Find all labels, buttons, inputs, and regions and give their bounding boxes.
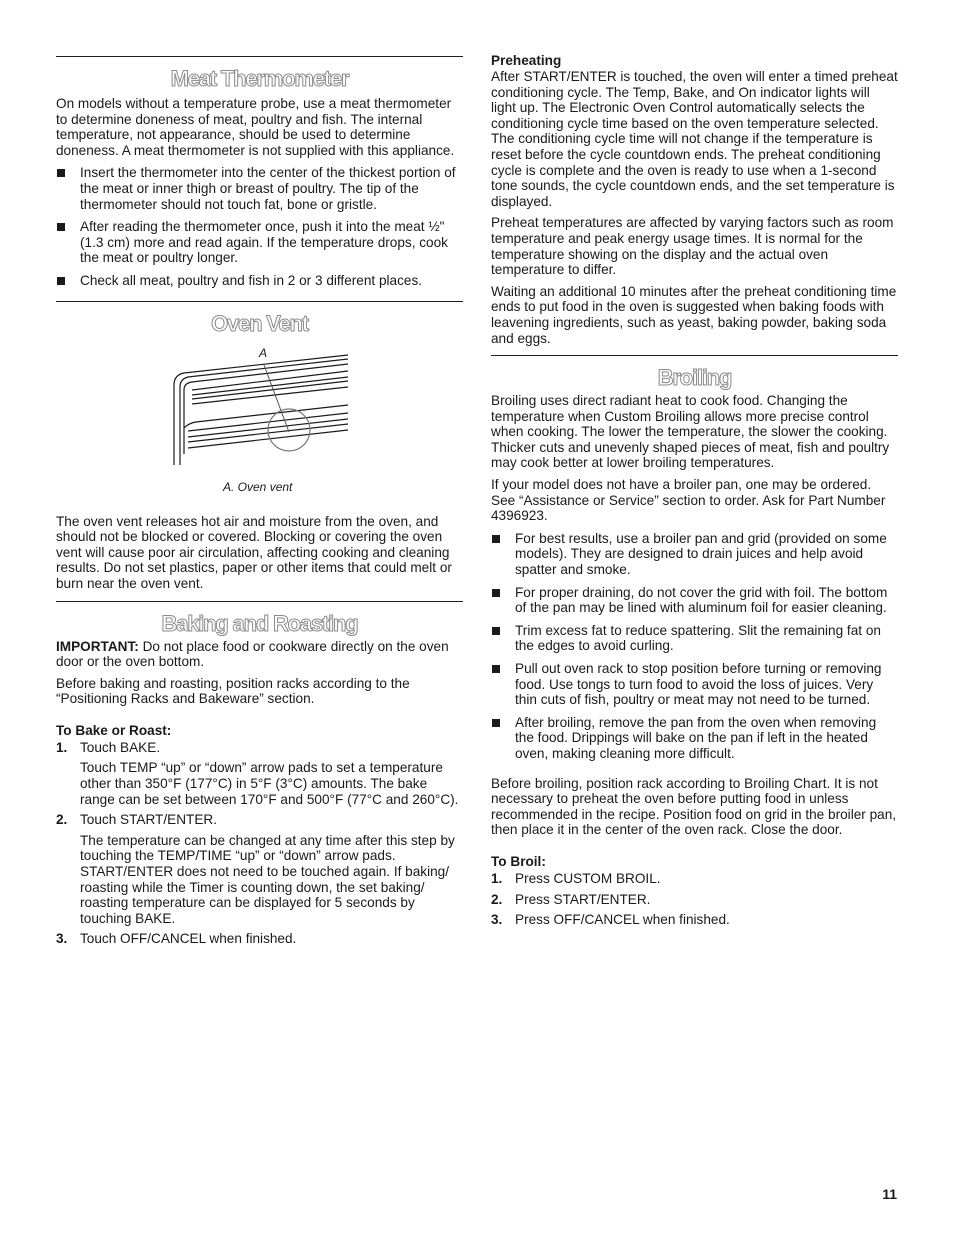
list-item: For proper draining, do not cover the grid with foil. The bottom of the pan may be lined with aluminum foil for easier cleaning. (491, 585, 898, 616)
oven-vent-body: The oven vent releases hot air and moisture from the oven, and should not be blocked or covered. Blocking or covering the oven vent will cause poor air circulation, affecting cooking and cleaning results. Do not set plastics, paper or other items that could melt or burn near the oven vent. (56, 513, 452, 591)
baking-roasting-title: Baking and Roasting (161, 610, 358, 636)
step-detail: The temperature can be changed at any time after this step by touching the TEMP/TIME “up” or “down” arrow pads. START/ENTER does not need to be touched again. If baking/ roasting while the Timer is counting down, the set baking/ roasting temperature can be displayed for 5 seconds by touching BAKE. (80, 832, 455, 926)
meat-thermometer-intro: On models without a temperature probe, use a meat thermometer to determine doneness of meat, poultry and fish. The internal temperature, not appearance, should be used to determine doneness. A meat thermometer is not supplied with this appliance. (56, 96, 455, 158)
step-detail: Touch TEMP “up” or “down” arrow pads to set a temperature other than 350°F (177°C) in 5°F (3°C) amounts. The bake range can be set between 170°F and 500°F (77°C and 260°C). (80, 760, 459, 807)
oven-vent-figure (56, 342, 463, 502)
section-divider (56, 56, 463, 57)
step-number: 2. (491, 891, 503, 907)
square-bullet-icon (492, 627, 500, 635)
section-divider (56, 601, 463, 602)
section-divider (491, 355, 898, 356)
meat-thermometer-bullets (56, 165, 463, 288)
section-divider (56, 301, 463, 302)
square-bullet-icon (492, 589, 500, 597)
page-number: 11 (882, 1186, 897, 1202)
oven-vent-title: Oven Vent (211, 310, 308, 336)
broiling-bullets (491, 531, 898, 762)
step-number: 3. (491, 912, 503, 928)
broiling-paragraph: Before broiling, position rack according to Broiling Chart. It is not necessary to preheat the oven before putting food in unless recommended in the recipe. Position food on grid in the broiler pan, then place it in the center of the oven rack. Close the door. (491, 775, 897, 838)
step-number: 2. (56, 812, 68, 828)
right-column (491, 50, 898, 928)
list-item: Check all meat, poultry and fish in 2 or 3 different places. (56, 273, 463, 289)
step-item (56, 931, 463, 947)
list-item: Trim excess fat to reduce spattering. Slit the remaining fat on the edges to avoid curling. (491, 623, 898, 654)
step-item (56, 740, 463, 807)
step-text: Press START/ENTER. (515, 891, 651, 907)
racks-note: Before baking and roasting, position racks according to the “Positioning Racks and Bakeware” section. (56, 675, 410, 707)
step-text: Touch BAKE. (80, 739, 161, 755)
preheating-paragraph: After START/ENTER is touched, the oven will enter a timed preheat conditioning cycle. The Temp, Bake, and On indicator lights will light up. The Electronic Oven Control automatically selects the conditioning cycle time based on the oven temperature selected. The conditioning cycle time will not change if the temperature is reset before the cycle countdown ends. The preheat conditioning cycle is complete and the oven is ready to use when a 1-second tone sounds, the cycle countdown ends, and the set temperature is displayed. (491, 69, 898, 209)
broil-steps-heading: To Broil: (491, 853, 546, 869)
broiling-paragraph: Broiling uses direct radiant heat to cook food. Changing the temperature when Custom Broiling allows more precise control when cooking. The lower the temperature, the slower the cooking. Thicker cuts and unevenly shaped pieces of meat, fish and poultry may cook better at lower broiling temperatures. (491, 393, 890, 471)
step-text: Touch OFF/CANCEL when finished. (80, 931, 297, 947)
left-column (56, 50, 463, 947)
meat-thermometer-title: Meat Thermometer (170, 66, 349, 91)
step-text: Press OFF/CANCEL when finished. (515, 912, 730, 928)
square-bullet-icon (492, 665, 500, 673)
list-item: After reading the thermometer once, push it into the meat ½" (1.3 cm) more and read again. If the temperature drops, cook the meat or poultry longer. (56, 219, 463, 266)
list-item: Pull out oven rack to stop position before turning or removing food. Use tongs to turn food to avoid the loss of juices. Very thin cuts of fish, poultry or meat may not need to be turned. (491, 661, 898, 708)
square-bullet-icon (57, 223, 65, 231)
preheating-paragraph: Preheat temperatures are affected by varying factors such as room temperature and peak energy usage times. It is normal for the temperature showing on the display and the actual oven temperature to differ. (491, 215, 894, 278)
broil-steps (491, 871, 898, 928)
list-item: Insert the thermometer into the center of the thickest portion of the meat or inner thigh or breast of poultry. The tip of the thermometer should not touch fat, bone or gristle. (56, 165, 463, 212)
preheating-heading: Preheating (491, 53, 562, 68)
step-number: 1. (491, 870, 503, 886)
step-item (491, 871, 898, 887)
square-bullet-icon (492, 719, 500, 727)
step-item (491, 912, 898, 928)
step-number: 3. (56, 931, 68, 947)
important-note (56, 639, 463, 670)
figure-caption: A. Oven vent (223, 479, 293, 494)
step-item (56, 812, 463, 926)
bake-steps (56, 740, 463, 947)
important-text: Do not place food or cookware directly on the oven door or the oven bottom. (56, 638, 449, 670)
step-text: Press CUSTOM BROIL. (515, 870, 661, 886)
broiling-title: Broiling (657, 365, 732, 391)
square-bullet-icon (57, 169, 65, 177)
step-item (491, 892, 898, 908)
bake-steps-heading: To Bake or Roast: (56, 722, 172, 738)
figure-callout-label: A (259, 345, 268, 360)
list-item: After broiling, remove the pan from the oven when removing the food. Drippings will bake on the pan if left in the heated oven, making cleaning more difficult. (491, 715, 898, 762)
square-bullet-icon (492, 535, 500, 543)
oven-vent-illustration (56, 342, 463, 502)
square-bullet-icon (57, 277, 65, 285)
broiling-paragraph: If your model does not have a broiler pan, one may be ordered. See “Assistance or Service” section to order. Ask for Part Number 4396923. (491, 477, 886, 524)
list-item: For best results, use a broiler pan and grid (provided on some models). They are designed to drain juices and help avoid spatter and smoke. (491, 531, 898, 578)
step-text: Touch START/ENTER. (80, 812, 217, 828)
important-label: IMPORTANT: (56, 638, 139, 654)
preheating-paragraph: Waiting an additional 10 minutes after the preheat conditioning time ends to put food in the oven is suggested when baking foods with leavening ingredients, such as yeast, baking powder, baking soda and eggs. (491, 283, 897, 346)
step-number: 1. (56, 739, 68, 755)
